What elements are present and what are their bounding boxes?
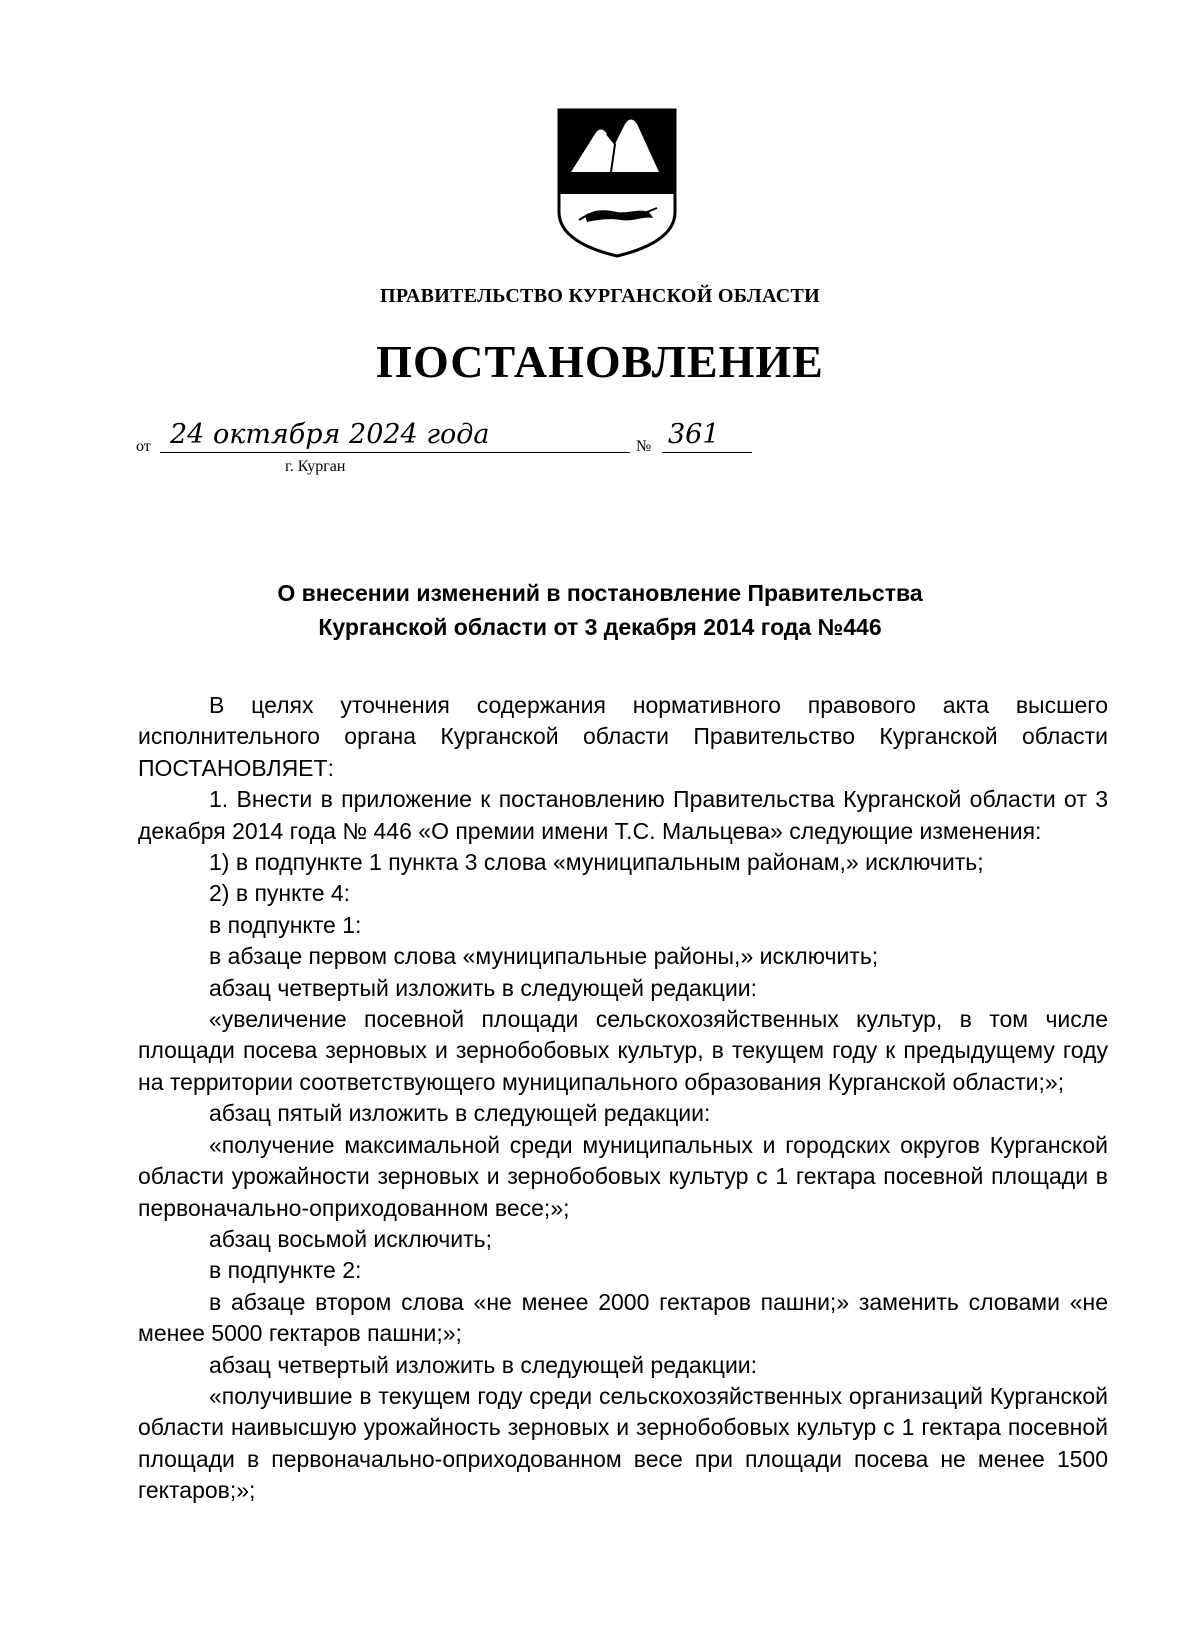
paragraph: «получившие в текущем году среди сельскохозяйственных организаций Курганской области наивысшую урожайность зерновых и зернобобовых культур с 1 гектара посевной площади в первоначально-оприходованном весе при площади посева не менее 1500 гектаров;»;	[138, 1382, 1108, 1504]
subject-line-1: О внесении изменений в постановление Правительства	[277, 580, 923, 606]
paragraph: «увеличение посевной площади сельскохозяйственных культур, в том числе площади посева зерновых и зернобобовых культур, в текущем году к предыдущему году на территории соответствующего муниципального образования Курганской области;»;	[138, 1006, 1108, 1095]
handwritten-number: 361	[662, 418, 752, 453]
paragraph: абзац четвертый изложить в следующей редакции:	[209, 974, 758, 1001]
paragraph: в абзаце втором слова «не менее 2000 гектаров пашни;» заменить словами «не менее 5000 гектаров пашни;»;	[138, 1288, 1108, 1347]
paragraph: абзац четвертый изложить в следующей редакции:	[209, 1351, 758, 1378]
document-body	[138, 690, 1108, 1507]
city-label: г. Курган	[285, 458, 346, 475]
paragraph: в подпункте 2:	[209, 1257, 362, 1284]
paragraph: ПОСТАНОВЛЯЕТ:	[138, 754, 334, 781]
paragraph: 2) в пункте 4:	[209, 880, 351, 907]
subject-line-2: Курганской области от 3 декабря 2014 года №446	[318, 614, 882, 640]
paragraph: В целях уточнения содержания нормативного правового акта высшего исполнительного органа Курганской области Правительство Курганской области	[138, 692, 1108, 750]
paragraph: абзац восьмой исключить;	[209, 1225, 493, 1252]
handwritten-date: 24 октября 2024 года	[160, 418, 630, 453]
government-name: ПРАВИТЕЛЬСТВО КУРГАНСКОЙ ОБЛАСТИ	[380, 285, 820, 307]
paragraph: в подпункте 1:	[209, 911, 362, 938]
paragraph: 1) в подпункте 1 пункта 3 слова «муниципальным районам,» исключить;	[209, 849, 984, 876]
document-type-title: ПОСТАНОВЛЕНИЕ	[376, 336, 824, 387]
paragraph: в абзаце первом слова «муниципальные районы,» исключить;	[209, 943, 879, 970]
paragraph: абзац пятый изложить в следующей редакции:	[209, 1100, 711, 1127]
number-sign: №	[636, 438, 652, 455]
date-prefix: от	[136, 438, 151, 455]
date-line	[136, 419, 736, 468]
paragraph: «получение максимальной среди муниципальных и городских округов Курганской области урожайности зерновых и зернобобовых культур с 1 гектара посевной площади в первоначально-оприходованном весе;»;	[138, 1131, 1108, 1221]
coat-of-arms-emblem	[555, 108, 679, 258]
paragraph: 1. Внести в приложение к постановлению Правительства Курганской области от 3 декабря 2014 года № 446 «О премии имени Т.С. Мальцева» следующие изменения:	[138, 786, 1108, 844]
document-subject	[0, 576, 1200, 644]
